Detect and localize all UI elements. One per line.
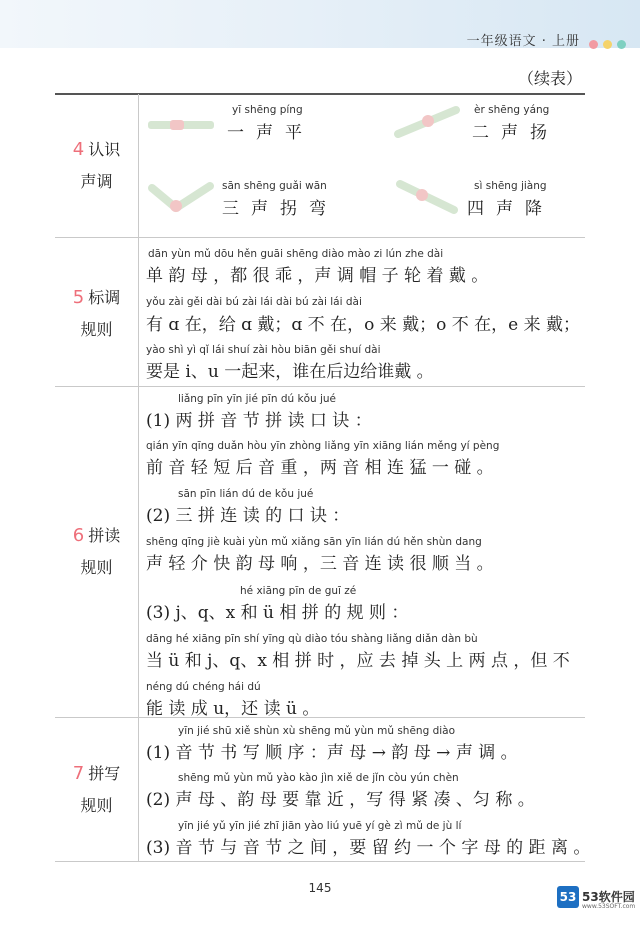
tone-1-illustration	[146, 108, 216, 142]
watermark-name: 53软件园	[582, 890, 635, 904]
rule-hanzi: 能 读 成 u，还 读 ü 。	[146, 699, 320, 719]
section-number: 4	[72, 139, 85, 160]
tone-2-pinyin: èr shēng yáng	[474, 104, 550, 116]
rule-hanzi: (3) j、q、x 和 ü 相 拼 的 规 则 ：	[146, 603, 409, 623]
rule-pinyin: shēng mǔ yùn mǔ yào kào jìn xiě de jǐn còu yún chèn	[178, 772, 459, 784]
tone-1-hanzi: 一声平	[227, 123, 314, 143]
section-title-line: 规则	[80, 320, 113, 339]
watermark-url: www.53SOFT.com	[582, 903, 636, 910]
rule-pinyin: dāng hé xiāng pīn shí yīng qù diào tóu shàng liǎng diǎn dàn bù	[146, 633, 478, 645]
rule-pinyin: liǎng pīn yīn jié pīn dú kǒu jué	[178, 393, 337, 405]
header-dot	[617, 40, 626, 49]
section-title-line: 认识	[88, 140, 121, 159]
page-number: 145	[308, 881, 332, 895]
row-head-spelling-reading	[55, 520, 138, 584]
row-divider	[55, 717, 585, 718]
section-title-line: 拼读	[88, 526, 121, 545]
tone-3-illustration	[146, 180, 216, 214]
row-head-tone-marking	[55, 282, 138, 346]
column-divider	[138, 94, 139, 862]
rule-pinyin: shēng qīng jiè kuài yùn mǔ xiǎng sān yīn lián dú hěn shùn dang	[146, 536, 482, 548]
rule-hanzi: 要是 i、u 一起来，谁在后边给谁戴 。	[146, 362, 434, 382]
tone-1-pinyin: yī shēng píng	[232, 104, 303, 116]
rule-hanzi: (3) 音 节 与 音 节 之 间 ，要 留 约 一 个 字 母 的 距 离 。	[146, 838, 591, 858]
section-title-line: 拼写	[88, 764, 121, 783]
rule-hanzi: 当 ü 和 j、q、x 相 拼 时 ，应 去 掉 头 上 两 点 ，但 不	[146, 651, 570, 671]
section-title-line: 声调	[80, 172, 113, 191]
rule-hanzi: (1) 音 节 书 写 顺 序 ：声 母 → 韵 母 → 声 调 。	[146, 743, 518, 763]
rule-hanzi: (1) 两 拼 音 节 拼 读 口 诀 ：	[146, 411, 372, 431]
header-dot	[589, 40, 598, 49]
continued-label: （续表）	[517, 69, 582, 88]
header-dot	[603, 40, 612, 49]
tone-4-hanzi: 四声降	[467, 199, 554, 219]
row-head-tones	[55, 134, 138, 198]
watermark-logo	[557, 886, 637, 916]
rule-pinyin: néng dú chéng hái dú	[146, 681, 261, 693]
tone-2-illustration	[392, 104, 462, 138]
section-number: 6	[72, 525, 85, 546]
rule-pinyin: hé xiāng pīn de guī zé	[240, 585, 357, 597]
rule-pinyin: dān yùn mǔ dōu hěn guāi shēng diào mào zi lún zhe dài	[148, 248, 444, 260]
tone-2-hanzi: 二声扬	[472, 123, 559, 143]
table-top-border	[55, 93, 585, 95]
rule-hanzi: 声 轻 介 快 韵 母 响 ，三 音 连 读 很 顺 当 。	[146, 554, 494, 574]
rule-hanzi: 有 ɑ 在，给 ɑ 戴；ɑ 不 在，o 来 戴；o 不 在，e 来 戴；	[146, 315, 581, 335]
rule-pinyin: sān pīn lián dú de kǒu jué	[178, 488, 314, 500]
row-divider	[55, 237, 585, 238]
section-title-line: 规则	[80, 796, 113, 815]
tone-3-pinyin: sān shēng guǎi wān	[222, 180, 327, 192]
section-title-line: 标调	[88, 288, 121, 307]
watermark-badge: 53	[557, 886, 579, 908]
rule-hanzi: (2) 三 拼 连 读 的 口 诀 ：	[146, 506, 350, 526]
rule-hanzi: 单 韵 母 ，都 很 乖 ，声 调 帽 子 轮 着 戴 。	[146, 266, 489, 286]
rule-pinyin: yīn jié shū xiě shùn xù shēng mǔ yùn mǔ shēng diào	[178, 725, 456, 737]
tone-3-hanzi: 三声拐弯	[222, 199, 338, 219]
rule-pinyin: yīn jié yǔ yīn jié zhī jiān yào liú yuē yí gè zì mǔ de jù lí	[178, 820, 462, 832]
section-title-line: 规则	[80, 558, 113, 577]
section-number: 7	[72, 763, 85, 784]
rule-hanzi: 前 音 轻 短 后 音 重 ，两 音 相 连 猛 一 碰 。	[146, 458, 494, 478]
rule-hanzi: (2) 声 母 、韵 母 要 靠 近 ，写 得 紧 凑 、匀 称 。	[146, 790, 535, 810]
rule-pinyin: yào shì yì qǐ lái shuí zài hòu biān gěi shuí dài	[146, 344, 381, 356]
book-title: 一年级语文 · 上册	[466, 34, 580, 49]
row-divider	[55, 386, 585, 387]
row-head-writing	[55, 758, 138, 822]
section-number: 5	[72, 287, 85, 308]
tone-4-pinyin: sì shēng jiàng	[474, 180, 547, 192]
rule-pinyin: yǒu zài gěi dài bú zài lái dài bú zài lái dài	[146, 296, 362, 308]
tone-4-illustration	[392, 180, 462, 214]
table-bottom-border	[55, 861, 585, 862]
header-dots	[584, 34, 626, 44]
rule-pinyin: qián yīn qīng duǎn hòu yīn zhòng liǎng yīn xiāng lián měng yí pèng	[146, 440, 500, 452]
